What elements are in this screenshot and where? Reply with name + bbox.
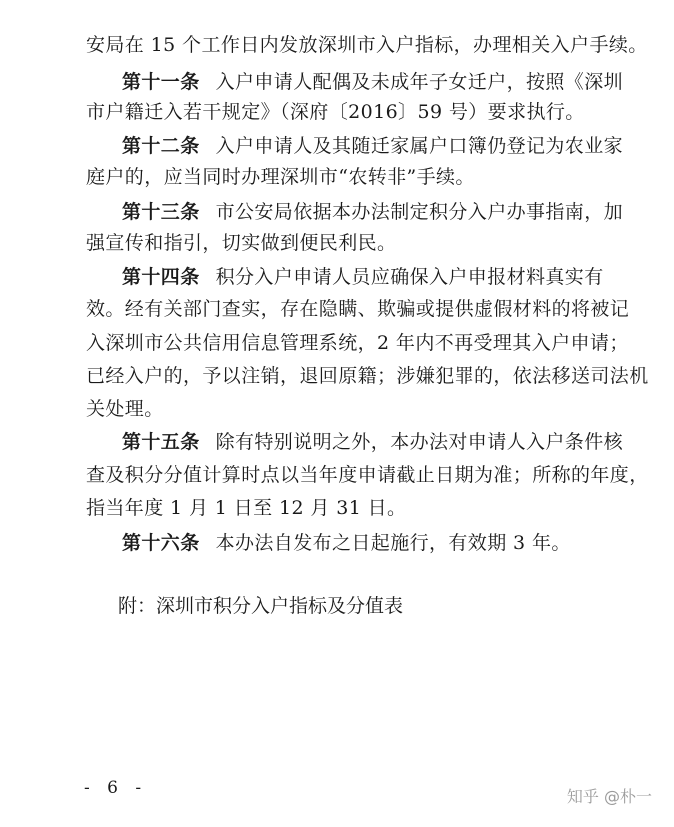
- page-number: - 6 -: [84, 778, 148, 798]
- line-text: 本办法自发布之日起施行，有效期 3 年。: [215, 532, 571, 554]
- body-line: [86, 165, 475, 189]
- line-text: 已经入户的，予以注销，退回原籍；涉嫌犯罪的，依法移送司法机: [86, 365, 649, 387]
- body-line: [86, 463, 649, 487]
- line-text: 强宣传和指引，切实做到便民利民。: [86, 232, 397, 254]
- article-heading: 第十六条: [122, 532, 200, 554]
- article-16: [122, 531, 571, 555]
- line-text: 庭户的，应当同时办理深圳市“农转非”手续。: [86, 166, 475, 188]
- article-heading: 第十二条: [122, 135, 200, 157]
- line-text: 市户籍迁入若干规定》（深府〔2016〕59 号）要求执行。: [86, 101, 585, 123]
- body-line: [86, 331, 629, 355]
- line-text: 入深圳市公共信用信息管理系统，2 年内不再受理其入户申请；: [86, 332, 629, 354]
- body-line: [86, 364, 649, 388]
- line-text: 效。经有关部门查实，存在隐瞒、欺骗或提供虚假材料的将被记: [86, 298, 630, 320]
- article-14: [122, 265, 604, 289]
- article-heading: 第十一条: [122, 71, 200, 93]
- body-line: [86, 231, 396, 255]
- article-12: [122, 134, 623, 158]
- body-line: [86, 297, 629, 321]
- body-line: [86, 496, 406, 520]
- article-13: [122, 200, 623, 224]
- line-text: 指当年度 1 月 1 日至 12 月 31 日。: [86, 497, 407, 519]
- body-line: [86, 397, 164, 421]
- article-15: [122, 430, 623, 454]
- line-text: 入户申请人配偶及未成年子女迁户，按照《深圳: [215, 71, 624, 93]
- line-text: 入户申请人及其随迁家属户口簿仍登记为农业家: [215, 135, 624, 157]
- line-text: 市公安局依据本办法制定积分入户办事指南，加: [215, 201, 624, 223]
- watermark: 知乎 @朴一: [566, 787, 652, 806]
- line-text: 除有特别说明之外，本办法对申请人入户条件核: [215, 431, 624, 453]
- line-text: 关处理。: [86, 398, 164, 420]
- line-text: 积分入户申请人员应确保入户申报材料真实有: [215, 266, 604, 288]
- line-text: 安局在 15 个工作日内发放深圳市入户指标，办理相关入户手续。: [86, 34, 648, 56]
- article-heading: 第十五条: [122, 431, 200, 453]
- body-line: [86, 33, 648, 57]
- article-11: [122, 70, 623, 94]
- attachment-note: 附：深圳市积分入户指标及分值表: [118, 595, 404, 617]
- line-text: 查及积分分值计算时点以当年度申请截止日期为准；所称的年度，: [86, 464, 649, 486]
- article-heading: 第十四条: [122, 266, 200, 288]
- body-line: [86, 100, 585, 124]
- article-heading: 第十三条: [122, 201, 200, 223]
